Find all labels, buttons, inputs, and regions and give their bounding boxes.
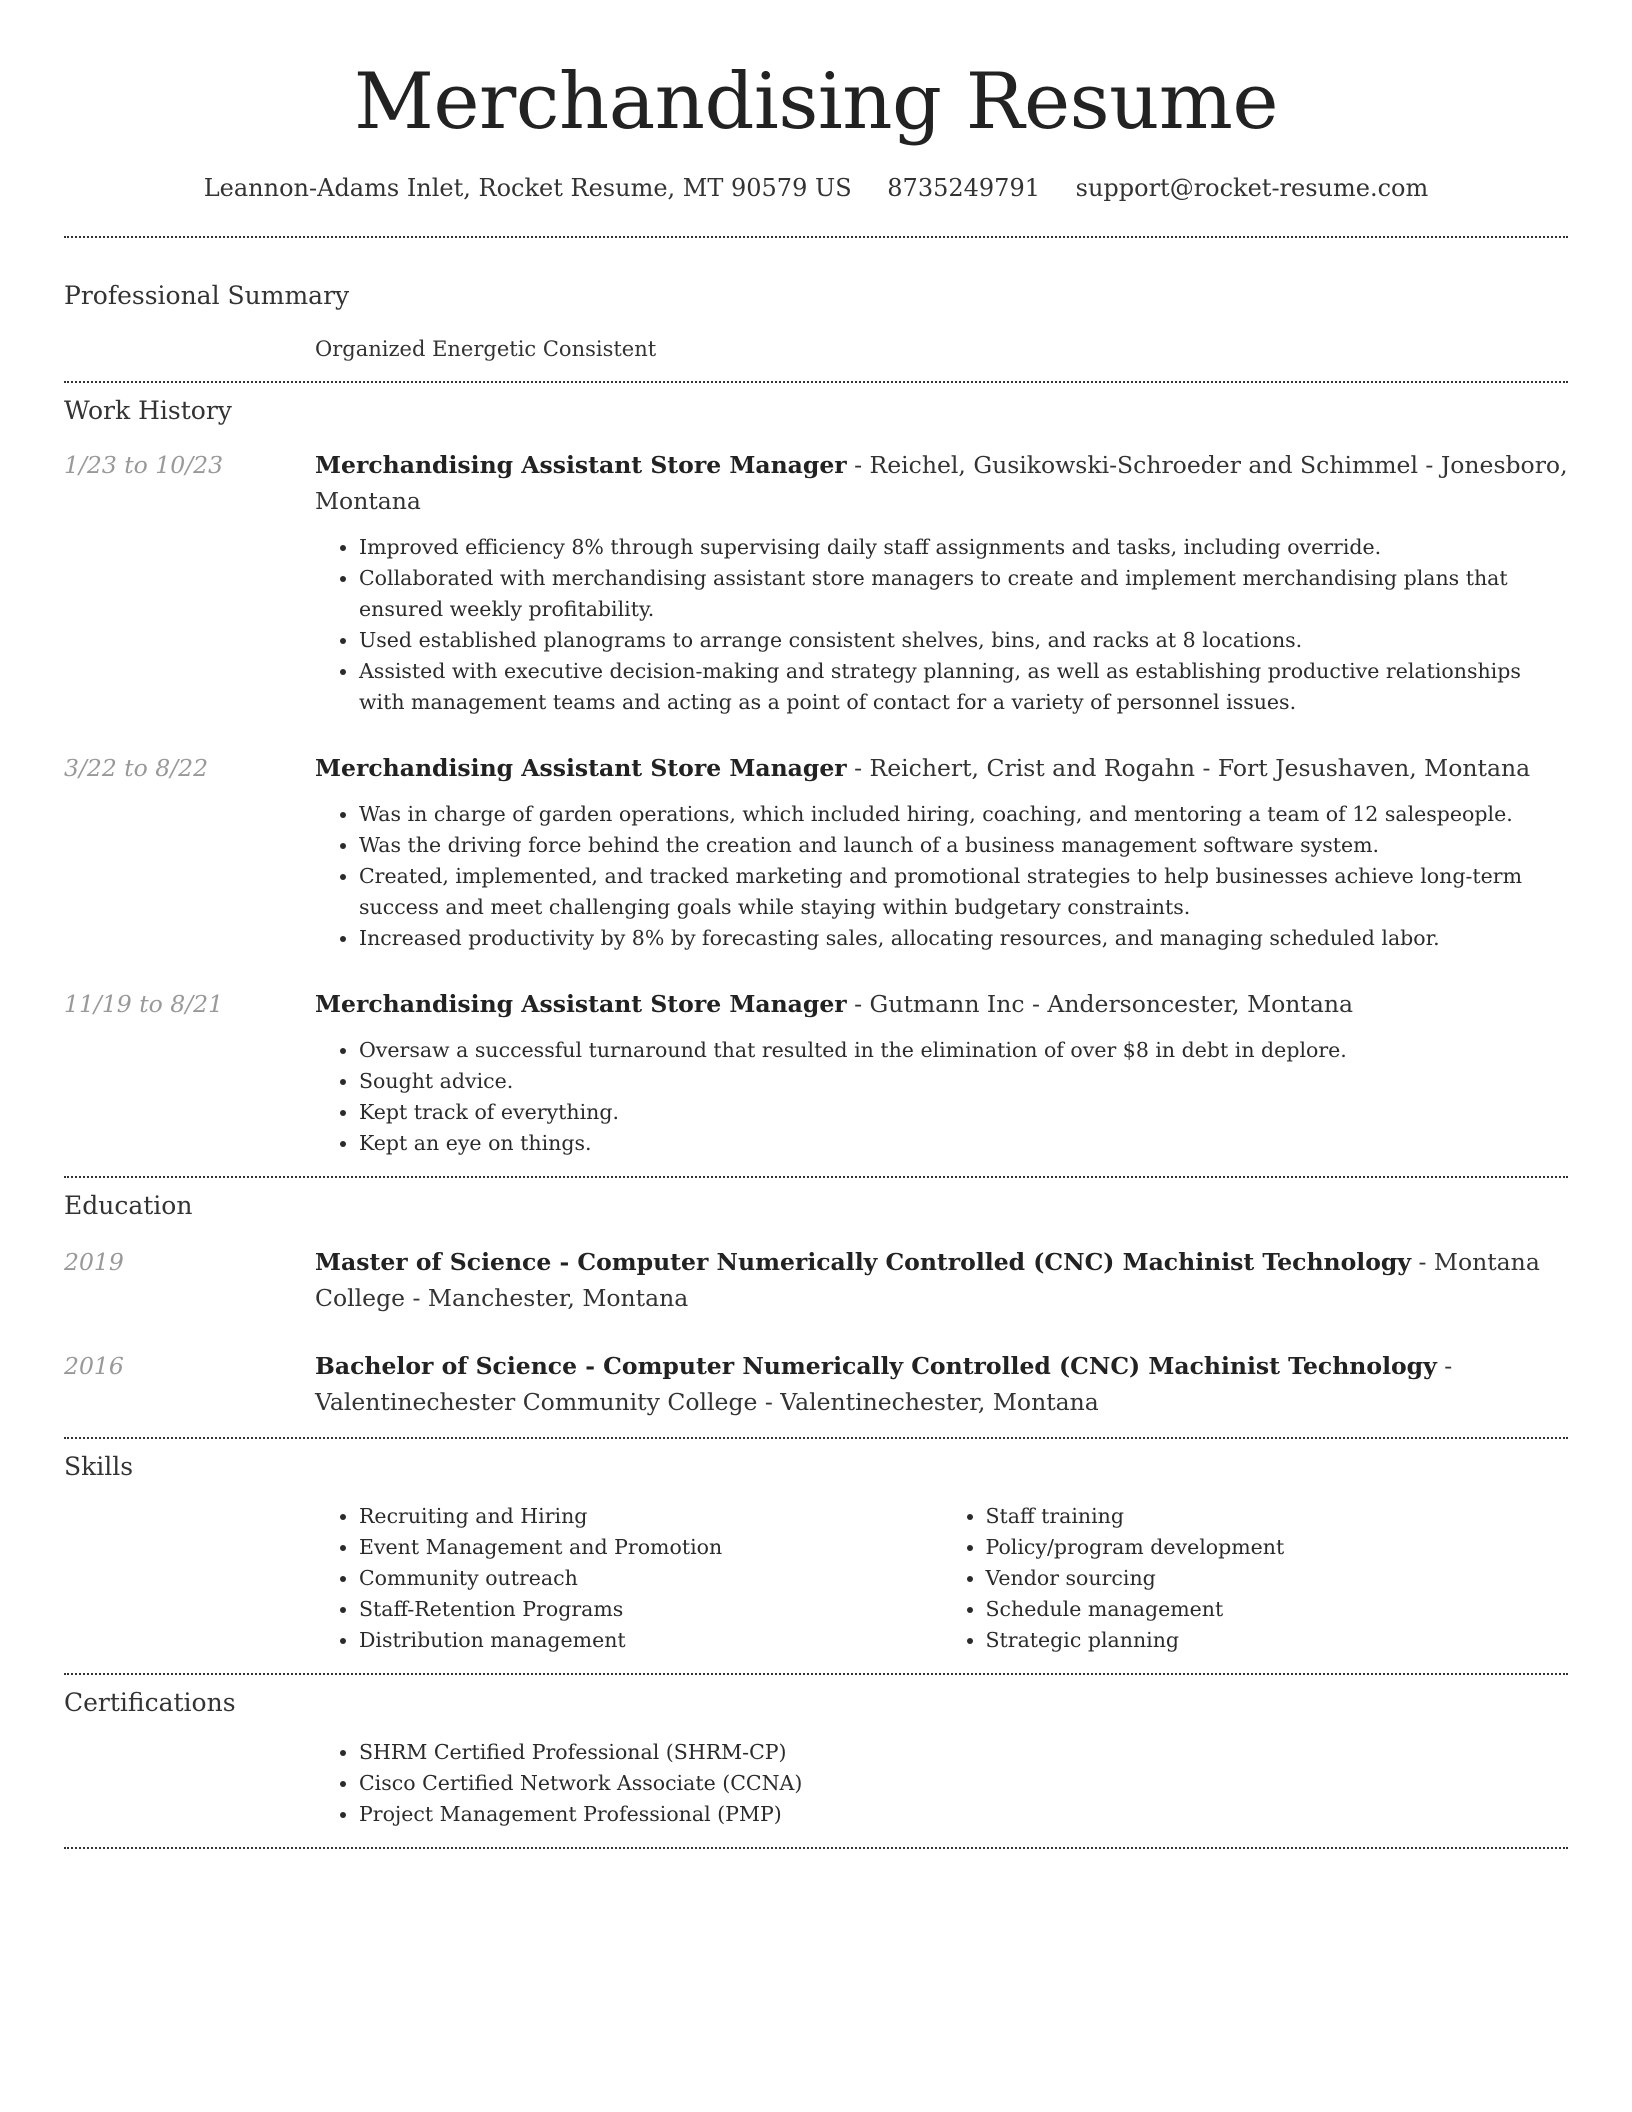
list-item: • Was the driving force behind the creation and launch of a business management software system. [359, 830, 1568, 861]
contact-address: Leannon-Adams Inlet, Rocket Resume, MT 90579 US [203, 174, 852, 202]
list-item: • Used established planograms to arrange consistent shelves, bins, and racks at 8 locations. [359, 625, 1568, 656]
education-school: - Montana College - Manchester, Montana [315, 1248, 1540, 1312]
summary-heading: Professional Summary [64, 281, 350, 310]
job-dates: 11/19 to 8/21 [64, 990, 224, 1018]
list-item: • Oversaw a successful turnaround that resulted in the elimination of over $8 in debt in deplore. [359, 1035, 1568, 1066]
list-item: • Strategic planning [986, 1625, 1569, 1656]
contact-email: support@rocket-resume.com [1075, 174, 1429, 202]
skills-section [64, 1439, 1568, 1656]
list-item: • Recruiting and Hiring [359, 1501, 942, 1532]
education-degree: Bachelor of Science - Computer Numerically Controlled (CNC) Machinist Technology [315, 1352, 1437, 1380]
job-entry [64, 750, 1568, 954]
list-item: • Schedule management [986, 1594, 1569, 1625]
certifications-list [315, 1737, 1568, 1830]
job-heading [315, 986, 1568, 1022]
list-item: • Kept an eye on things. [359, 1128, 1568, 1159]
job-details: - Gutmann Inc - Andersoncester, Montana [846, 990, 1354, 1018]
education-school: - Valentinechester Community College - Valentinechester, Montana [315, 1352, 1453, 1416]
list-item: • Assisted with executive decision-making and strategy planning, as well as establishing productive relationships with management teams and acting as a point of contact for a variety of personnel issues. [359, 656, 1568, 718]
list-item: • Staff training [986, 1501, 1569, 1532]
job-details: - Reichert, Crist and Rogahn - Fort Jesushaven, Montana [846, 754, 1531, 782]
work-section [64, 383, 1568, 1159]
list-item: • Kept track of everything. [359, 1097, 1568, 1128]
list-item: • Created, implemented, and tracked marketing and promotional strategies to help businesses achieve long-term success and meet challenging goals while staying within budgetary constraints. [359, 861, 1568, 923]
list-item: • SHRM Certified Professional (SHRM-CP) [359, 1737, 1568, 1768]
work-heading: Work History [64, 396, 232, 425]
job-title: Merchandising Assistant Store Manager [315, 754, 847, 782]
contact-phone: 8735249791 [887, 174, 1040, 202]
job-title: Merchandising Assistant Store Manager [315, 990, 847, 1018]
list-item: • Project Management Professional (PMP) [359, 1799, 1568, 1830]
education-heading-line [315, 1348, 1568, 1420]
skills-heading: Skills [64, 1452, 134, 1481]
list-item: • Distribution management [359, 1625, 942, 1656]
contact-line [64, 172, 1568, 204]
list-item: • Event Management and Promotion [359, 1532, 942, 1563]
job-entry [64, 447, 1568, 718]
education-year: 2016 [64, 1352, 124, 1380]
summary-text: Organized Energetic Consistent [315, 337, 657, 361]
education-year: 2019 [64, 1248, 124, 1276]
job-title: Merchandising Assistant Store Manager [315, 451, 847, 479]
list-item: • Vendor sourcing [986, 1563, 1569, 1594]
education-section [64, 1178, 1568, 1420]
list-item: • Was in charge of garden operations, which included hiring, coaching, and mentoring a team of 12 salespeople. [359, 799, 1568, 830]
list-item: • Improved efficiency 8% through supervising daily staff assignments and tasks, including override. [359, 532, 1568, 563]
list-item: • Cisco Certified Network Associate (CCNA) [359, 1768, 1568, 1799]
education-degree: Master of Science - Computer Numerically Controlled (CNC) Machinist Technology [315, 1248, 1411, 1276]
job-dates: 1/23 to 10/23 [64, 451, 224, 479]
job-entry [64, 986, 1568, 1159]
job-heading [315, 750, 1568, 786]
divider [64, 1847, 1568, 1849]
education-heading-line [315, 1244, 1568, 1316]
job-bullets [315, 532, 1568, 718]
job-heading [315, 447, 1568, 519]
skills-list-left [315, 1501, 942, 1656]
list-item: • Collaborated with merchandising assistant store managers to create and implement merchandising plans that ensured weekly profitability. [359, 563, 1568, 625]
summary-section [64, 238, 1568, 364]
job-details: - Reichel, Gusikowski-Schroeder and Schimmel - Jonesboro, Montana [315, 451, 1568, 515]
skills-list-right [942, 1501, 1569, 1656]
list-item: • Increased productivity by 8% by forecasting sales, allocating resources, and managing scheduled labor. [359, 923, 1568, 954]
education-heading: Education [64, 1191, 193, 1220]
education-entry [64, 1244, 1568, 1316]
list-item: • Community outreach [359, 1563, 942, 1594]
list-item: • Staff-Retention Programs [359, 1594, 942, 1625]
list-item: • Policy/program development [986, 1532, 1569, 1563]
list-item: • Sought advice. [359, 1066, 1568, 1097]
education-entry [64, 1348, 1568, 1420]
job-bullets [315, 1035, 1568, 1159]
job-bullets [315, 799, 1568, 954]
skills-columns [64, 1501, 1568, 1656]
job-dates: 3/22 to 8/22 [64, 754, 209, 782]
resume-title: Merchandising Resume [353, 57, 1279, 147]
certifications-section [64, 1675, 1568, 1830]
certifications-heading: Certifications [64, 1688, 236, 1717]
